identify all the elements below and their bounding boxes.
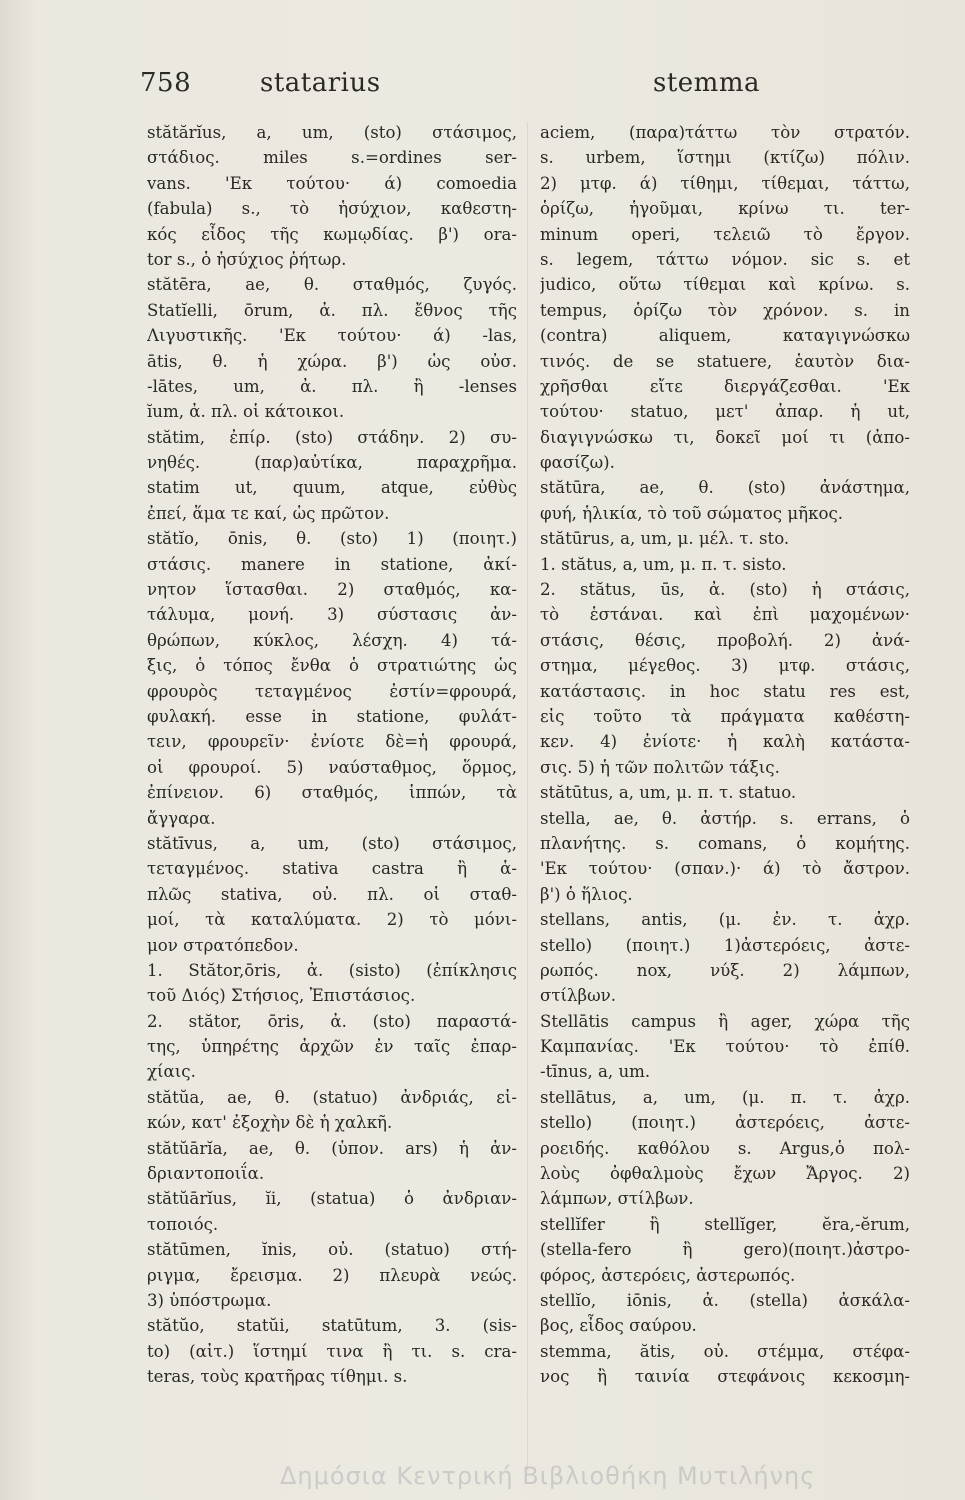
- library-watermark: Δημόσια Κεντρική Βιβλιοθήκη Μυτιλήνης: [280, 1462, 816, 1490]
- right-guide-word: stemma: [653, 68, 760, 98]
- entry-line: ātis, θ. ἡ χώρα. β') ὡς οὐσ.: [147, 351, 517, 371]
- entry-line: ἄγγαρα.: [147, 808, 216, 828]
- entry-line: stătŭa, ae, θ. (statuo) ἀνδριάς, εἰ-: [147, 1087, 517, 1107]
- entry-line: 'Εκ τούτου· (σπαν.)· ά) τὸ ἄστρον.: [540, 859, 910, 879]
- left-guide-word: statarius: [260, 68, 381, 98]
- entry-line: stello) (ποιητ.) ἀστερόεις, ἀστε-: [540, 1113, 910, 1133]
- entry-line: Καμπανίας. 'Εκ τούτου· τὸ ἐπίθ.: [540, 1037, 910, 1057]
- entry-line: νητον ἵστασθαι. 2) σταθμός, κα-: [147, 580, 517, 600]
- page-number: 758: [140, 68, 192, 98]
- entry-line: ἐπίνειον. 6) σταθμός, ἱππών, τὰ: [147, 783, 517, 803]
- entry-line: χίαις.: [147, 1062, 196, 1082]
- entry-line: judico, οὕτω τίθεμαι καὶ κρίνω. s.: [540, 275, 910, 295]
- entry-line: (contra) aliquem, καταγιγνώσκω: [540, 326, 910, 346]
- entry-line: 1. Stător,ōris, ἀ. (sisto) (ἐπίκλησις: [147, 960, 517, 980]
- entry-line: τάλυμα, μονή. 3) σύστασις ἀν-: [147, 605, 517, 625]
- entry-line: κατάστασις. in hoc statu res est,: [540, 681, 910, 701]
- entry-line: statim ut, quum, atque, εὐθὺς: [147, 478, 517, 498]
- column-gutter: [527, 122, 528, 1470]
- entry-line: stellĭfer ἢ stellĭger, ĕra,-ĕrum,: [540, 1214, 910, 1234]
- entry-line: ĭum, ἀ. πλ. οἱ κάτοικοι.: [147, 402, 345, 422]
- entry-line: τούτου· statuo, μετ' ἀπαρ. ἡ ut,: [540, 402, 910, 422]
- entry-line: stătŭo, statŭi, statūtum, 3. (sis-: [147, 1316, 517, 1336]
- entry-line: (stella-fero ἢ gero)(ποιητ.)ἀστρο-: [540, 1240, 910, 1260]
- entry-line: λάμπων, στίλβων.: [540, 1189, 694, 1209]
- entry-line: σις. 5) ἡ τῶν πολιτῶν τάξις.: [540, 757, 780, 777]
- entry-line: stellātus, a, um, (μ. π. τ. ἀχρ.: [540, 1087, 910, 1107]
- entry-line: vans. 'Εκ τούτου· ά) comoedia: [147, 173, 517, 193]
- entry-line: πλανήτης. s. comans, ὁ κομήτης.: [540, 833, 910, 853]
- entry-line: κών, κατ' ἐξοχὴν δὲ ἡ χαλκῆ.: [147, 1113, 393, 1133]
- entry-line: (fabula) s., τὸ ἡσύχιον, καθεστη-: [147, 199, 517, 219]
- entry-line: Stellātis campus ἢ ager, χώρα τῆς: [540, 1011, 910, 1031]
- entry-line: stătĭo, ōnis, θ. (sto) 1) (ποιητ.): [147, 529, 517, 549]
- entry-line: stellĭo, iōnis, ἀ. (stella) ἀσκάλα-: [540, 1290, 910, 1310]
- entry-line: stătim, ἐπίρ. (sto) στάδην. 2) συ-: [147, 427, 517, 447]
- entry-line: 2) μτφ. ά) τίθημι, τίθεμαι, τάττω,: [540, 173, 910, 193]
- entry-line: 1. stătus, a, um, μ. π. τ. sisto.: [540, 554, 787, 574]
- entry-line: tor s., ὁ ἡσύχιος ῥήτωρ.: [147, 249, 347, 269]
- entry-line: stătīvus, a, um, (sto) στάσιμος,: [147, 833, 517, 853]
- entry-line: ρωπός. nox, νύξ. 2) λάμπων,: [540, 960, 910, 980]
- entry-line: ροειδής. καθόλου s. Argus,ὁ πολ-: [540, 1138, 910, 1158]
- entry-line: τεταγμένος. stativa castra ἢ ἁ-: [147, 859, 517, 879]
- entry-line: βος, εἶδος σαύρου.: [540, 1316, 697, 1336]
- entry-line: s. urbem, ἵστημι (κτίζω) πόλιν.: [540, 148, 910, 168]
- entry-line: s. legem, τάττω νόμον. sic s. et: [540, 249, 910, 269]
- entry-line: ἐπεί, ἅμα τε καί, ὡς πρῶτον.: [147, 503, 390, 523]
- entry-line: στάδιος. miles s.=ordines ser-: [147, 148, 517, 168]
- entry-line: ριγμα, ἔρεισμα. 2) πλευρὰ νεώς.: [147, 1265, 517, 1285]
- entry-line: stătūra, ae, θ. (sto) ἀνάστημα,: [540, 478, 910, 498]
- entry-line: 3) ὑπόστρωμα.: [147, 1290, 272, 1310]
- entry-line: stătărĭus, a, um, (sto) στάσιμος,: [147, 123, 517, 142]
- entry-line: -tīnus, a, um.: [540, 1062, 651, 1082]
- entry-line: λοὺς ὀφθαλμοὺς ἔχων Ἄργος. 2): [540, 1164, 910, 1184]
- entry-line: στημα, μέγεθος. 3) μτφ. στάσις,: [540, 656, 910, 676]
- entry-line: φρουρὸς τεταγμένος ἐστίν=φρουρά,: [147, 681, 517, 701]
- entry-line: minum operi, τελειῶ τὸ ἔργον.: [540, 224, 910, 244]
- entry-line: εἰς τοῦτο τὰ πράγματα καθέστη-: [540, 706, 910, 726]
- entry-line: τοῦ Διός) Στήσιος, Ἐπιστάσιος.: [147, 986, 416, 1006]
- entry-line: stătūrus, a, um, μ. μέλ. τ. sto.: [540, 529, 790, 549]
- entry-line: χρῆσθαι εἴτε διεργάζεσθαι. 'Εκ: [540, 376, 910, 396]
- entry-line: στίλβων.: [540, 986, 617, 1006]
- entry-line: stătūtus, a, um, μ. π. τ. statuo.: [540, 783, 797, 803]
- entry-line: κός εἶδος τῆς κωμῳδίας. β') ora-: [147, 224, 517, 244]
- entry-line: stella, ae, θ. ἀστήρ. s. errans, ὁ: [540, 808, 910, 828]
- entry-line: τοποιός.: [147, 1214, 219, 1234]
- entry-line: κεν. 4) ἐνίοτε· ἡ καλὴ κατάστα-: [540, 732, 910, 752]
- entry-line: οἱ φρουροί. 5) ναύσταθμος, ὅρμος,: [147, 757, 517, 777]
- entry-line: aciem, (παρα)τάττω τὸν στρατόν.: [540, 123, 910, 142]
- entry-line: διαγιγνώσκω τι, δοκεῖ μοί τι (ἀπο-: [540, 427, 910, 447]
- entry-line: νηθές. (παρ)αὐτίκα, παραχρῆμα.: [147, 453, 517, 473]
- entry-line: φόρος, ἀστερόεις, ἀστερωπός.: [540, 1265, 796, 1285]
- right-column: [540, 120, 910, 1480]
- entry-line: stello) (ποιητ.) 1)ἀστερόεις, ἀστε-: [540, 935, 910, 955]
- entry-line: φασίζω).: [540, 453, 615, 473]
- entry-line: φυλακή. esse in statione, φυλάτ-: [147, 706, 517, 726]
- entry-line: 2. stătus, ūs, ἀ. (sto) ἡ στάσις,: [540, 580, 910, 600]
- entry-line: Statĭelli, ōrum, ἀ. πλ. ἔθνος τῆς: [147, 300, 517, 320]
- entry-line: ὁρίζω, ἡγοῦμαι, κρίνω τι. ter-: [540, 199, 910, 219]
- entry-line: teras, τοὺς κρατῆρας τίθημι. s.: [147, 1367, 408, 1387]
- entry-line: ξις, ὁ τόπος ἔνθα ὁ στρατιώτης ὡς: [147, 656, 517, 676]
- entry-line: νος ἢ ταινία στεφάνοις κεκοσμη-: [540, 1367, 910, 1387]
- left-column: [147, 120, 517, 1480]
- entry-line: 2. stător, ōris, ἀ. (sto) παραστά-: [147, 1011, 517, 1031]
- entry-line: to) (αἰτ.) ἵστημί τινα ἢ τι. s. cra-: [147, 1341, 517, 1361]
- entry-line: πλῶς stativa, οὐ. πλ. οἱ σταθ-: [147, 884, 517, 904]
- entry-line: θρώπων, κύκλος, λέσχη. 4) τά-: [147, 630, 517, 650]
- entry-line: μοί, τὰ καταλύματα. 2) τὸ μόνι-: [147, 910, 517, 930]
- entry-line: Λιγυστικῆς. 'Εκ τούτου· ά) -las,: [147, 326, 517, 346]
- entry-line: stătūmen, ĭnis, οὐ. (statuo) στή-: [147, 1240, 517, 1260]
- entry-line: τὸ ἑστάναι. καὶ ἐπὶ μαχομένων·: [540, 605, 910, 625]
- page-header: [140, 68, 760, 108]
- entry-line: stătŭārĭa, ae, θ. (ὑπον. ars) ἡ ἀν-: [147, 1138, 517, 1158]
- entry-line: της, ὑπηρέτης ἀρχῶν ἐν ταῖς ἐπαρ-: [147, 1037, 517, 1057]
- entry-line: τινός. de se statuere, ἑαυτὸν δια-: [540, 351, 910, 371]
- entry-line: στάσις, θέσις, προβολή. 2) ἀνά-: [540, 630, 910, 650]
- entry-line: τειν, φρουρεῖν· ἐνίοτε δὲ=ἡ φρουρά,: [147, 732, 517, 752]
- entry-line: στάσις. manere in statione, ἀκί-: [147, 554, 517, 574]
- entry-line: stătēra, ae, θ. σταθμός, ζυγός.: [147, 275, 517, 295]
- entry-line: -lātes, um, ἀ. πλ. ἢ -lenses: [147, 376, 517, 396]
- entry-line: φυή, ἡλικία, τὸ τοῦ σώματος μῆκος.: [540, 503, 844, 523]
- entry-line: β') ὁ ἥλιος.: [540, 884, 633, 904]
- entry-line: tempus, ὁρίζω τὸν χρόνον. s. in: [540, 300, 910, 320]
- entry-line: stătŭārĭus, ĭi, (statua) ὁ ἀνδριαν-: [147, 1189, 517, 1209]
- entry-line: μον στρατόπεδον.: [147, 935, 299, 955]
- entry-line: stemma, ătis, οὐ. στέμμα, στέφα-: [540, 1341, 910, 1361]
- entry-line: δριαντοποιΐα.: [147, 1164, 265, 1184]
- entry-line: stellans, antis, (μ. ἐν. τ. ἀχρ.: [540, 910, 910, 930]
